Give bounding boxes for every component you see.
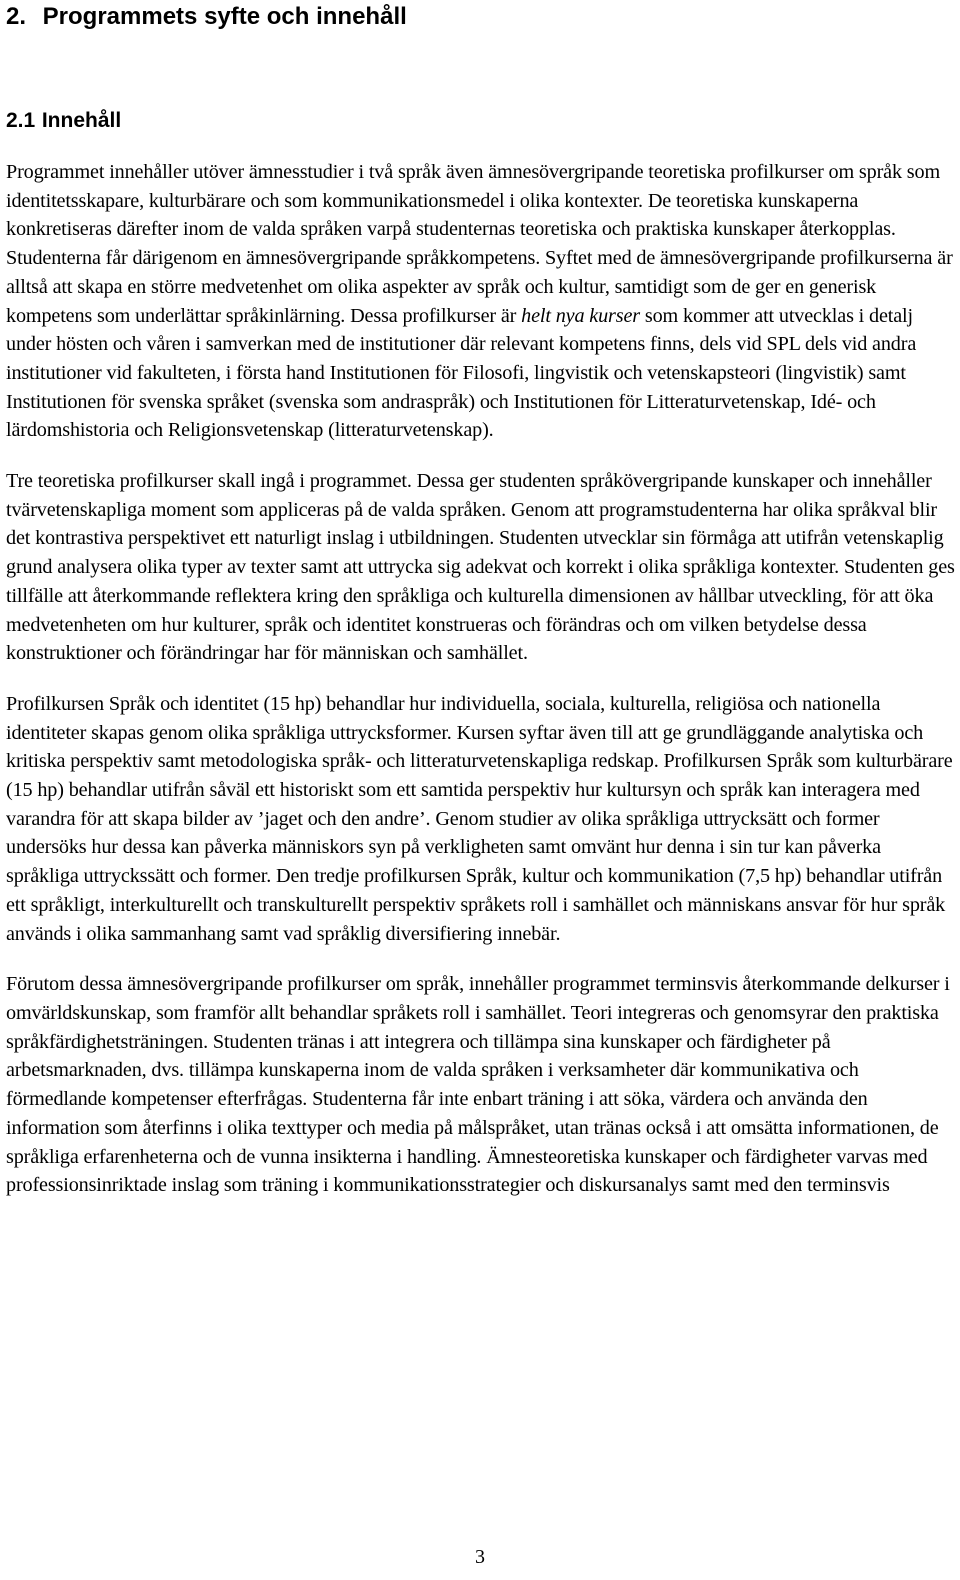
paragraph-1-part-2: som kommer att utvecklas i detalj under hösten och våren i samverkan med de institutioner där relevant kompetens finns, dels vid SPL dels vid andra institutioner vid fakulteten, i första hand Institutionen för Filosofi, lingvistik och vetenskapsteori (lingvistik) samt Institutionen för svenska språket (svenska som andraspråk) och Institutionen för Litteraturvetenskap, Idé- och lärdomshistoria och Religionsvetenskap (litteraturvetenskap). [6,304,917,442]
document-page [6,0,956,1197]
paragraph-2: Tre teoretiska profilkurser skall ingå i programmet. Dessa ger studenten språkövergripande kunskaper och innehåller tvärvetenskapliga moment som appliceras på de valda språken. Genom att programstudenterna har olika språkval blir det kontrastiva perspektivet ett naturligt inslag i utbildningen. Studenten utvecklar sin förmåga att utifrån vetenskaplig grund analysera olika typer av texter samt att uttrycka sig adekvat och korrekt i olika språkliga kontexter. Studenten ges tillfälle att återkommande reflektera kring den språkliga och kulturella dimensionen av hållbar utveckling, för att öka medvetenheten om hur kulturer, språk och identitet konstrueras och förändras och om vilken betydelse dessa konstruktioner och förändringar har för människan och samhället. [6,470,955,665]
paragraph-4: Förutom dessa ämnesövergripande profilkurser om språk, innehåller programmet terminsvis återkommande delkurser i omvärldskunskap, som framför allt behandlar språkets roll i samhället. Teori integreras och genomsyrar den praktiska språkfärdighetsträningen. Studenten tränas i att integrera och tillämpa sina kunskaper och färdigheter på arbetsmarknaden, dvs. tillämpa kunskaperna inom de valda språken i verksamheter där kommunikativa och förmedlande kompetenser efterfrågas. Studenterna får inte enbart träning i att söka, värdera och använda den information som återfinns i olika texttyper och media på målspråket, utan tränas också i att omsätta informationen, de språkliga erfarenheterna och de vunna insikterna i handling. Ämnesteoretiska kunskaper och färdigheter varvas med professionsinriktade inslag som träning i kommunikationsstrategier och diskursanalys samt med den terminsvis [6,973,950,1197]
paragraph-1-emphasis: helt nya kurser [521,304,640,327]
paragraph-1-part-1: Programmet innehåller utöver ämnesstudier i två språk även ämnesövergripande teoretiska profilkurser om språk som identitetsskapare, kulturbärare och som kommunikationsmedel i olika kontexter. De teoretiska kunskaperna konkretiseras därefter inom de valda språken varpå studenternas teoretiska och praktiska kunskaper återkopplas. Studenterna får därigenom en ämnesövergripande språkkompetens. Syftet med de ämnesövergripande profilkurserna är alltså att skapa en större medvetenhet om olika aspekter av språk och kultur, samtidigt som de ger en generisk kompetens som underlättar språkinlärning. Dessa profilkurser är [6,161,953,327]
subsection-heading [6,108,121,134]
section-title: Programmets syfte och innehåll [42,3,407,30]
paragraph-1 [6,158,956,445]
section-heading [6,0,956,32]
page-number: 3 [475,1546,485,1568]
subsection-number: 2.1 [6,109,36,132]
paragraph-3: Profilkursen Språk och identitet (15 hp) behandlar hur individuella, sociala, kulturella, religiösa och nationella identiteter skapas genom olika språkliga uttrycksformer. Kursen syftar även till att ge grundläggande analytiska och kritiska perspektiv samt metodologiska språk- och litteraturvetenskapliga redskap. Profilkursen Språk som kulturbärare (15 hp) behandlar utifrån såväl ett historiskt som ett samtida perspektiv hur kultursyn och språk kan interagera med varandra för att skapa bilder av ’jaget och den andre’. Genom studier av olika språkliga uttrycksätt och former undersöks hur dessa kan påverka människors syn på verkligheten samt omvänt hur denna i sin tur kan påverka språkliga uttryckssätt och former. Den tredje profilkursen Språk, kultur och kommunikation (7,5 hp) behandlar utifrån ett språkligt, interkulturellt och transkulturellt perspektiv språkets roll i samhället och människans ansvar för hur språk används i olika sammanhang samt vad språklig diversifiering innebär. [6,692,953,945]
section-number: 2. [6,3,27,30]
subsection-title: Innehåll [41,109,122,132]
body-text [6,158,956,1200]
